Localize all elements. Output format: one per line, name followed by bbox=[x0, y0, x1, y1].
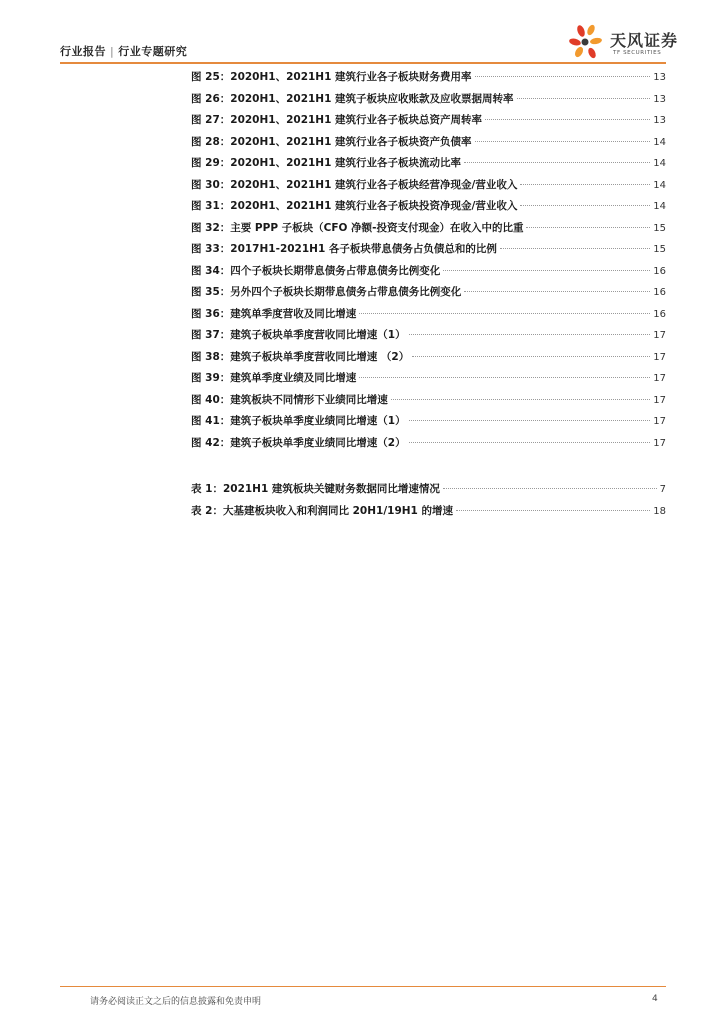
toc-entry-label: 图 35：另外四个子板块长期带息债务占带息债务比例变化 bbox=[191, 286, 462, 298]
toc-entry-page: 14 bbox=[653, 136, 666, 148]
page-header bbox=[0, 0, 724, 70]
toc-entry-label: 图 34：四个子板块长期带息债务占带息债务比例变化 bbox=[191, 264, 441, 277]
toc-entry-label: 图 25：2020H1、2021H1 建筑行业各子板块财务费用率 bbox=[191, 71, 472, 83]
toc-entry[interactable] bbox=[191, 132, 666, 154]
toc-entry-label: 图 32：主要 PPP 子板块（CFO 净额-投资支付现金）在收入中的比重 bbox=[191, 221, 524, 234]
footer-disclaimer: 请务必阅读正文之后的信息披露和免责申明 bbox=[90, 997, 262, 1007]
toc-entry-page: 16 bbox=[653, 308, 666, 320]
toc-dot-leader bbox=[520, 184, 650, 185]
toc-entry-label: 图 26：2020H1、2021H1 建筑子板块应收账款及应收票据周转率 bbox=[191, 92, 514, 105]
toc-entry-label: 图 41：建筑子板块单季度业绩同比增速（1） bbox=[191, 415, 406, 427]
header-section: 行业报告 bbox=[60, 45, 106, 58]
toc-entry[interactable] bbox=[191, 196, 666, 218]
toc-entry-page: 15 bbox=[653, 244, 666, 255]
toc-entry-label: 图 37：建筑子板块单季度营收同比增速（1） bbox=[191, 329, 406, 341]
toc-entry-label: 表 2：大基建板块收入和利润同比 20H1/19H1 的增速 bbox=[191, 504, 454, 517]
toc-entry-page: 17 bbox=[653, 373, 666, 384]
toc-dot-leader bbox=[464, 291, 650, 292]
toc-entry-label: 图 39：建筑单季度业绩及同比增速 bbox=[191, 372, 357, 384]
toc-dot-leader bbox=[517, 98, 651, 99]
toc-dot-leader bbox=[464, 162, 650, 163]
header-breadcrumb bbox=[60, 43, 187, 59]
toc-dot-leader bbox=[526, 227, 650, 228]
toc-entry-label: 图 30：2020H1、2021H1 建筑行业各子板块经营净现金/营业收入 bbox=[191, 178, 518, 191]
figure-list bbox=[191, 67, 666, 454]
footer-divider bbox=[60, 986, 666, 987]
toc-dot-leader bbox=[391, 399, 650, 400]
toc-entry-page: 13 bbox=[653, 72, 666, 83]
toc-entry-page: 17 bbox=[653, 416, 666, 427]
toc-dot-leader bbox=[359, 313, 650, 314]
page-number: 4 bbox=[652, 994, 658, 1004]
toc-dot-leader bbox=[412, 356, 650, 357]
toc-dot-leader bbox=[409, 442, 651, 443]
toc-entry[interactable] bbox=[191, 282, 666, 304]
toc-entry-page: 13 bbox=[653, 93, 666, 105]
toc-entry-label: 图 31：2020H1、2021H1 建筑行业各子板块投资净现金/营业收入 bbox=[191, 200, 518, 212]
flower-logo-icon bbox=[566, 22, 610, 62]
toc-entry-page: 18 bbox=[653, 505, 666, 517]
toc-entry[interactable] bbox=[191, 153, 666, 175]
table-list bbox=[191, 479, 666, 522]
toc-entry-page: 14 bbox=[653, 158, 666, 169]
toc-dot-leader bbox=[475, 76, 651, 77]
toc-dot-leader bbox=[359, 377, 650, 378]
logo-english-name: TF SECURITIES bbox=[613, 50, 662, 56]
toc-dot-leader bbox=[443, 488, 657, 489]
toc-entry[interactable] bbox=[191, 261, 666, 283]
toc-entry[interactable] bbox=[191, 175, 666, 197]
toc-entry[interactable] bbox=[191, 304, 666, 326]
toc-entry-label: 图 27：2020H1、2021H1 建筑行业各子板块总资产周转率 bbox=[191, 114, 483, 126]
toc-entry-label: 表 1：2021H1 建筑板块关键财务数据同比增速情况 bbox=[191, 483, 440, 495]
toc-dot-leader bbox=[485, 119, 650, 120]
toc-dot-leader bbox=[475, 141, 651, 142]
toc-entry-page: 16 bbox=[653, 287, 666, 298]
toc-entry[interactable] bbox=[191, 239, 666, 261]
toc-entry-page: 14 bbox=[653, 201, 666, 212]
logo-chinese-name: 天风证券 bbox=[610, 31, 679, 50]
toc-dot-leader bbox=[500, 248, 650, 249]
toc-entry-label: 图 28：2020H1、2021H1 建筑行业各子板块资产负债率 bbox=[191, 135, 472, 148]
toc-entry-label: 图 38：建筑子板块单季度营收同比增速 （2） bbox=[191, 350, 410, 363]
toc-entry-page: 15 bbox=[653, 222, 666, 234]
toc-entry[interactable] bbox=[191, 433, 666, 455]
toc-entry[interactable] bbox=[191, 325, 666, 347]
toc-entry-label: 图 33：2017H1-2021H1 各子板块带息债务占负债总和的比例 bbox=[191, 243, 497, 255]
toc-entry-page: 16 bbox=[653, 265, 666, 277]
toc-entry-label: 图 40：建筑板块不同情形下业绩同比增速 bbox=[191, 393, 388, 406]
header-divider bbox=[60, 62, 666, 64]
header-subsection: 行业专题研究 bbox=[118, 45, 188, 58]
toc-dot-leader bbox=[409, 420, 651, 421]
toc-entry-label: 图 42：建筑子板块单季度业绩同比增速（2） bbox=[191, 436, 406, 449]
toc-entry[interactable] bbox=[191, 411, 666, 433]
breadcrumb-separator: | bbox=[110, 45, 115, 58]
toc-entry[interactable] bbox=[191, 347, 666, 369]
toc-entry[interactable] bbox=[191, 501, 666, 523]
toc-entry-page: 17 bbox=[653, 394, 666, 406]
toc-entry[interactable] bbox=[191, 479, 666, 501]
toc-dot-leader bbox=[520, 205, 650, 206]
toc-entry[interactable] bbox=[191, 67, 666, 89]
toc-entry-page: 7 bbox=[659, 484, 666, 495]
toc-entry-page: 14 bbox=[653, 179, 666, 191]
company-logo bbox=[566, 22, 679, 62]
toc-entry[interactable] bbox=[191, 110, 666, 132]
toc-entry[interactable] bbox=[191, 368, 666, 390]
toc-entry-label: 图 29：2020H1、2021H1 建筑行业各子板块流动比率 bbox=[191, 157, 462, 169]
toc-entry[interactable] bbox=[191, 390, 666, 412]
toc-entry-page: 13 bbox=[653, 115, 666, 126]
toc-entry-page: 17 bbox=[653, 330, 666, 341]
toc-dot-leader bbox=[443, 270, 650, 271]
toc-entry-label: 图 36：建筑单季度营收及同比增速 bbox=[191, 307, 357, 320]
toc-entry[interactable] bbox=[191, 218, 666, 240]
toc-entry-page: 17 bbox=[653, 437, 666, 449]
toc-entry[interactable] bbox=[191, 89, 666, 111]
toc-dot-leader bbox=[456, 510, 650, 511]
toc-dot-leader bbox=[409, 334, 651, 335]
toc-entry-page: 17 bbox=[653, 351, 666, 363]
